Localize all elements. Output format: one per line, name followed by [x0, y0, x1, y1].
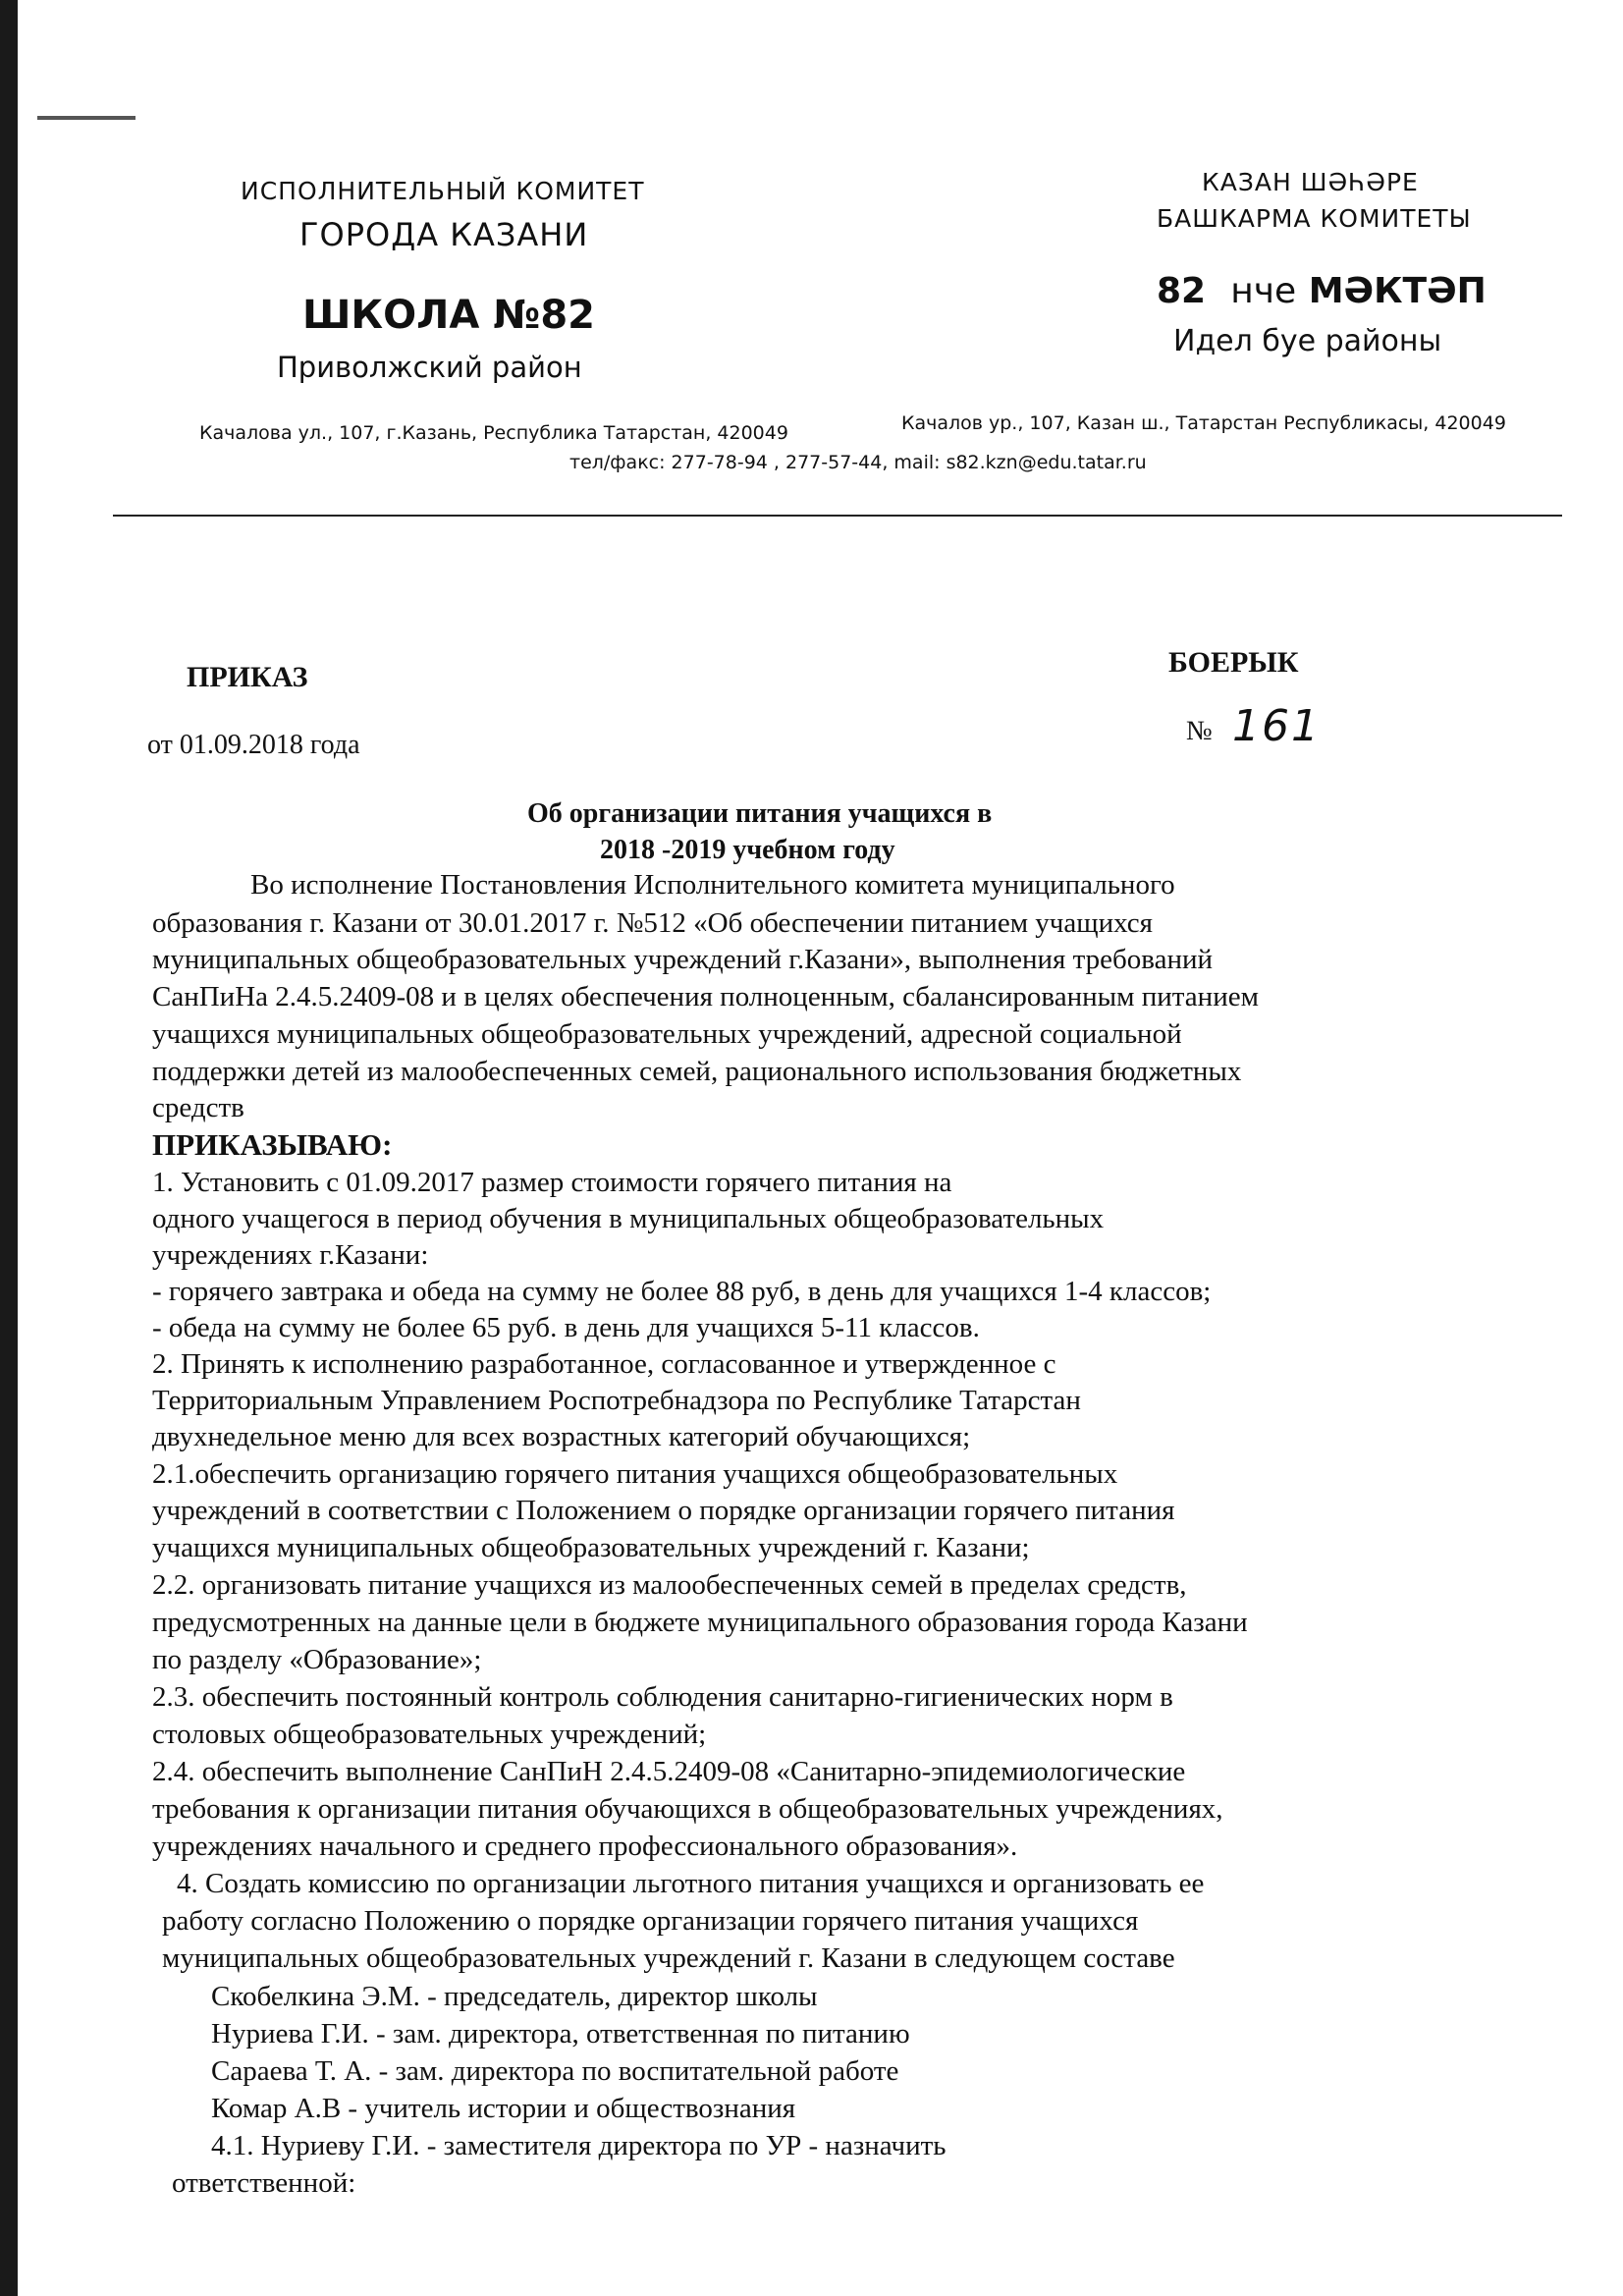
committee-member: Нуриева Г.И. - зам. директора, ответственная по питанию: [211, 2018, 910, 2050]
header-left-line1: ИСПОЛНИТЕЛЬНЫЙ КОМИТЕТ: [241, 177, 645, 205]
committee-member: Сараева Т. А. - зам. директора по воспитательной работе: [211, 2055, 899, 2087]
body-line: муниципальных общеобразовательных учреждений г.Казани», выполнения требований: [152, 944, 1214, 975]
body-line: - обеда на сумму не более 65 руб. в день для учащихся 5-11 классов.: [152, 1312, 980, 1343]
doc-type-tt: БОЕРЫК: [1168, 646, 1299, 679]
body-line: СанПиНа 2.4.5.2409-08 и в целях обеспечения полноценным, сбалансированным питанием: [152, 981, 1259, 1012]
doc-title-line2: 2018 -2019 учебном году: [600, 835, 895, 865]
body-line: столовых общеобразовательных учреждений;: [152, 1719, 707, 1750]
header-divider: [113, 515, 1562, 517]
body-line: учреждений в соответствии с Положением о порядке организации горячего питания: [152, 1495, 1175, 1526]
body-line: образования г. Казани от 30.01.2017 г. №512 «Об обеспечении питанием учащихся: [152, 907, 1153, 939]
committee-member: Комар А.В - учитель истории и обществознания: [211, 2093, 796, 2124]
body-line: поддержки детей из малообеспеченных семей, рационального использования бюджетных: [152, 1056, 1242, 1087]
body-line: двухнедельное меню для всех возрастных категорий обучающихся;: [152, 1421, 971, 1452]
body-line: работу согласно Положению о порядке организации горячего питания учащихся: [162, 1905, 1139, 1937]
body-line: 2.2. организовать питание учащихся из малообеспеченных семей в пределах средств,: [152, 1569, 1187, 1601]
school-suffix-tt: нче: [1230, 271, 1297, 311]
scan-edge: [0, 0, 18, 2296]
doc-title-line1: Об организации питания учащихся в: [527, 798, 993, 829]
body-line: средств: [152, 1092, 244, 1123]
body-line: 4. Создать комиссию по организации льготного питания учащихся и организовать ее: [177, 1868, 1205, 1899]
body-line: требования к организации питания обучающихся в общеобразовательных учреждениях,: [152, 1793, 1223, 1825]
body-line: по разделу «Образование»;: [152, 1644, 482, 1675]
school-name-tt: [1157, 271, 1487, 311]
body-line: Во исполнение Постановления Исполнительного комитета муниципального: [250, 869, 1175, 901]
body-line: учреждениях г.Казани:: [152, 1239, 429, 1271]
body-line: учащихся муниципальных общеобразовательных учреждений, адресной социальной: [152, 1018, 1182, 1050]
school-name-ru: ШКОЛА №82: [302, 293, 596, 338]
body-line: учреждениях начального и среднего профессионального образования».: [152, 1831, 1018, 1862]
school-word-tt: МӘКТӘП: [1308, 271, 1487, 311]
address-tt: Качалов ур., 107, Казан ш., Татарстан Республикасы, 420049: [901, 412, 1506, 434]
body-line: 1. Установить с 01.09.2017 размер стоимости горячего питания на: [152, 1167, 952, 1198]
scan-mark: [37, 116, 135, 120]
order-heading: ПРИКАЗЫВАЮ:: [152, 1127, 393, 1162]
address-ru: Качалова ул., 107, г.Казань, Республика Татарстан, 420049: [199, 422, 788, 444]
doc-type-ru: ПРИКАЗ: [187, 661, 308, 693]
school-num-tt: 82: [1157, 271, 1207, 311]
header-right-line1: КАЗАН ШӘҺӘРЕ: [1202, 168, 1419, 196]
body-line: 4.1. Нуриеву Г.И. - заместителя директора по УР - назначить: [211, 2130, 947, 2161]
body-line: предусмотренных на данные цели в бюджете муниципального образования города Казани: [152, 1607, 1248, 1638]
body-line: учащихся муниципальных общеобразовательных учреждений г. Казани;: [152, 1532, 1030, 1563]
district-ru: Приволжский район: [277, 351, 582, 384]
header-right-line2: БАШКАРМА КОМИТЕТЫ: [1157, 204, 1472, 233]
doc-number-handwritten: 161: [1232, 701, 1321, 751]
body-line: 2.1.обеспечить организацию горячего питания учащихся общеобразовательных: [152, 1458, 1118, 1490]
contacts: тел/факс: 277-78-94 , 277-57-44, mail: s82.kzn@edu.tatar.ru: [569, 452, 1147, 473]
body-line: 2. Принять к исполнению разработанное, согласованное и утвержденное с: [152, 1348, 1056, 1380]
header-left-line2: ГОРОДА КАЗАНИ: [299, 216, 589, 253]
body-line: одного учащегося в период обучения в муниципальных общеобразовательных: [152, 1203, 1105, 1234]
body-line: - горячего завтрака и обеда на сумму не более 88 руб, в день для учащихся 1-4 классов;: [152, 1276, 1212, 1307]
body-line: 2.3. обеспечить постоянный контроль соблюдения санитарно-гигиенических норм в: [152, 1681, 1173, 1713]
doc-date: от 01.09.2018 года: [147, 730, 360, 760]
committee-member: Скобелкина Э.М. - председатель, директор школы: [211, 1981, 818, 2012]
district-tt: Идел буе районы: [1173, 324, 1442, 358]
body-line: Территориальным Управлением Роспотребнадзора по Республике Татарстан: [152, 1385, 1081, 1416]
body-line: 2.4. обеспечить выполнение СанПиН 2.4.5.2409-08 «Санитарно-эпидемиологические: [152, 1756, 1186, 1787]
doc-number-label: №: [1186, 716, 1213, 746]
body-line: муниципальных общеобразовательных учреждений г. Казани в следующем составе: [162, 1942, 1175, 1974]
body-line: ответственной:: [172, 2167, 356, 2199]
